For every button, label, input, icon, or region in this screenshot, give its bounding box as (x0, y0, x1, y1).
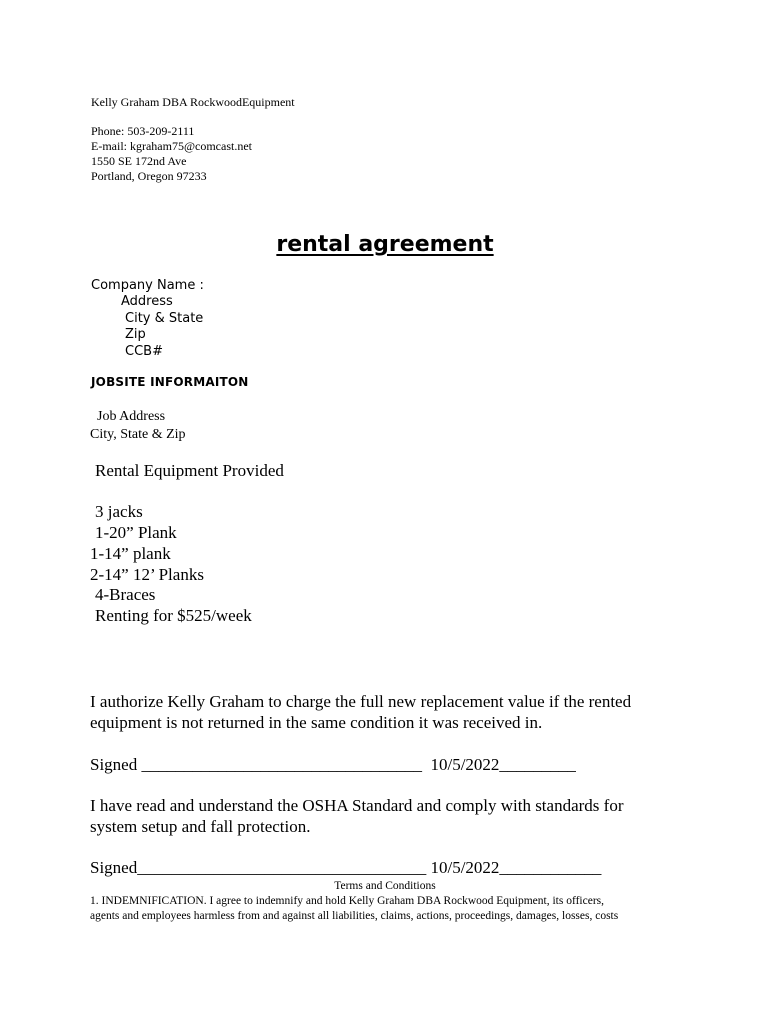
equipment-item: 4-Braces (95, 585, 156, 604)
osha-text-line1: I have read and understand the OSHA Standard and comply with standards for (90, 796, 624, 815)
city-line: Portland, Oregon 97233 (91, 169, 207, 183)
osha-text-line2: system setup and fall protection. (90, 817, 311, 836)
authorization-text-line2: equipment is not returned in the same condition it was received in. (90, 713, 543, 732)
osha-signature-line: Signed__________________________________ 10/5/2022____________ (90, 858, 602, 877)
equipment-item: 1-20” Plank (95, 523, 177, 542)
address-label: Address (121, 294, 173, 309)
zip-label: Zip (125, 327, 146, 342)
rental-price: Renting for $525/week (95, 606, 252, 625)
signature-line: Signed _________________________________ 10/5/2022_________ (90, 755, 576, 774)
business-name: Kelly Graham DBA RockwoodEquipment (91, 95, 295, 109)
email-line: E-mail: kgraham75@comcast.net (91, 139, 252, 153)
terms-line: agents and employees harmless from and against all liabilities, claims, actions, proceedings, damages, losses, costs (90, 910, 619, 922)
equipment-item: 1-14” plank (90, 544, 171, 563)
document-title: rental agreement (276, 232, 494, 257)
terms-line: 1. INDEMNIFICATION. I agree to indemnify and hold Kelly Graham DBA Rockwood Equipment, its officers, (90, 895, 605, 907)
ccb-label: CCB# (125, 344, 163, 359)
job-address-label: Job Address (97, 409, 166, 424)
equipment-item: 2-14” 12’ Planks (90, 565, 204, 584)
job-city-state-zip-label: City, State & Zip (90, 427, 186, 442)
terms-heading: Terms and Conditions (334, 880, 436, 892)
jobsite-heading: JOBSITE INFORMAITON (91, 375, 249, 389)
equipment-item: 3 jacks (95, 502, 143, 521)
phone-line: Phone: 503-209-2111 (91, 124, 195, 138)
city-state-label: City & State (125, 311, 204, 326)
company-name-label: Company Name : (91, 278, 204, 293)
street-line: 1550 SE 172nd Ave (91, 154, 187, 168)
authorization-text-line1: I authorize Kelly Graham to charge the full new replacement value if the rented (90, 692, 632, 711)
equipment-heading: Rental Equipment Provided (95, 461, 284, 480)
